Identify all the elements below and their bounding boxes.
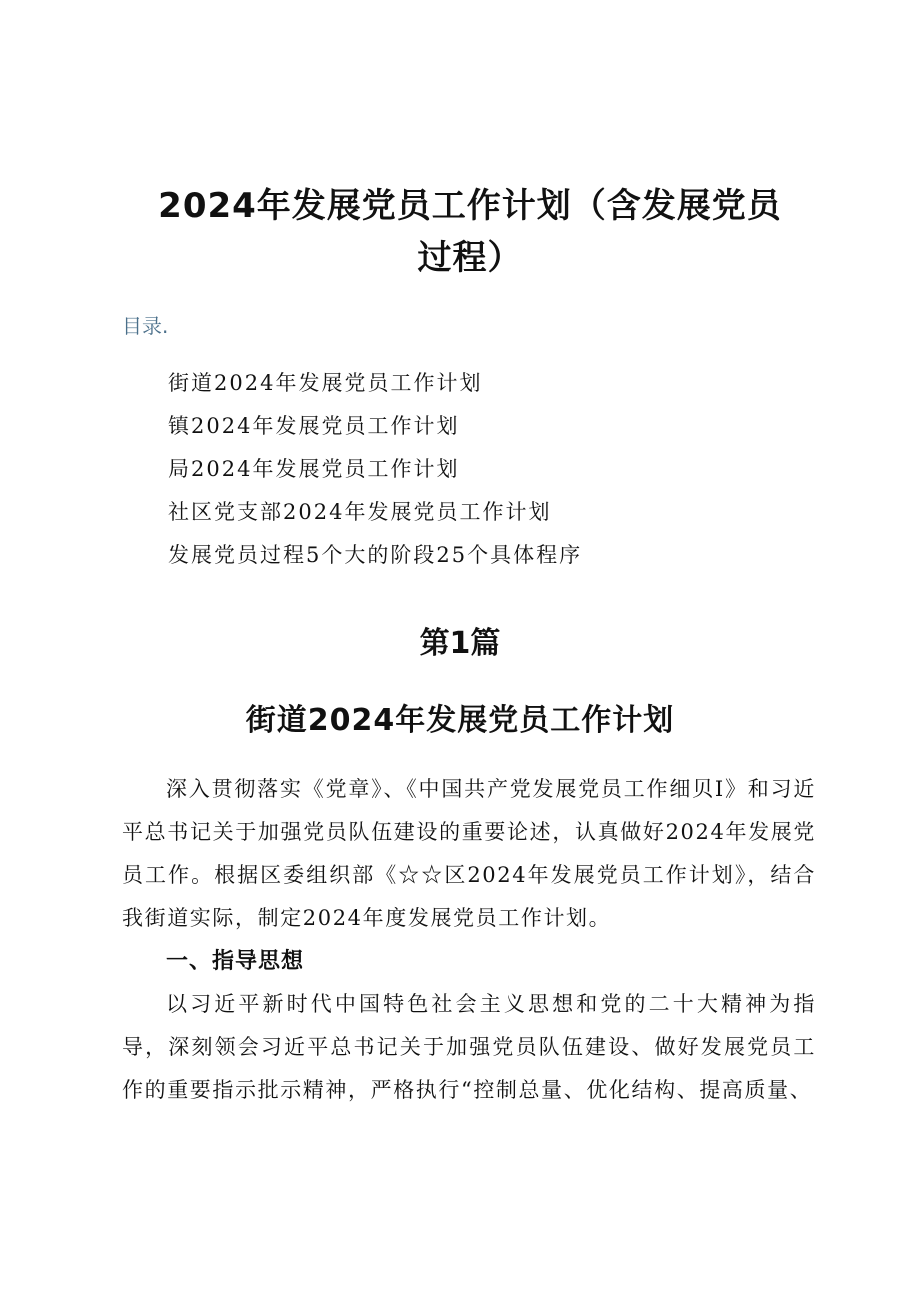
body-paragraph: 以习近平新时代中国特色社会主义思想和党的二十大精神为指导，深刻领会习近平总书记关于加强党员队伍建设、做好发展党员工作的重要指示批示精神，严格执行“控制总量、优化结构、提高质量、	[122, 992, 816, 1102]
section-title: 街道2024年发展党员工作计划	[245, 703, 675, 738]
toc-label: 目录.	[122, 314, 169, 338]
table-of-contents	[168, 362, 582, 577]
toc-item[interactable]: 局2024年发展党员工作计划	[168, 457, 460, 481]
toc-item[interactable]: 社区党支部2024年发展党员工作计划	[168, 500, 552, 524]
toc-item[interactable]: 镇2024年发展党员工作计划	[168, 414, 460, 438]
toc-item[interactable]: 街道2024年发展党员工作计划	[168, 371, 483, 395]
section-heading: 一、指导思想	[166, 949, 305, 974]
section-number: 第1篇	[419, 626, 501, 661]
document-title: 2024年发展党员工作计划（含发展党员过程）	[158, 186, 782, 278]
body-paragraph: 深入贯彻落实《党章》、《中国共产党发展党员工作细贝I》和习近平总书记关于加强党员队伍建设的重要论述，认真做好2024年发展党员工作。根据区委组织部《☆☆区2024年发展党员工作计划》，结合我街道实际，制定2024年度发展党员工作计划。	[122, 777, 816, 930]
toc-item[interactable]: 发展党员过程5个大的阶段25个具体程序	[168, 543, 583, 567]
